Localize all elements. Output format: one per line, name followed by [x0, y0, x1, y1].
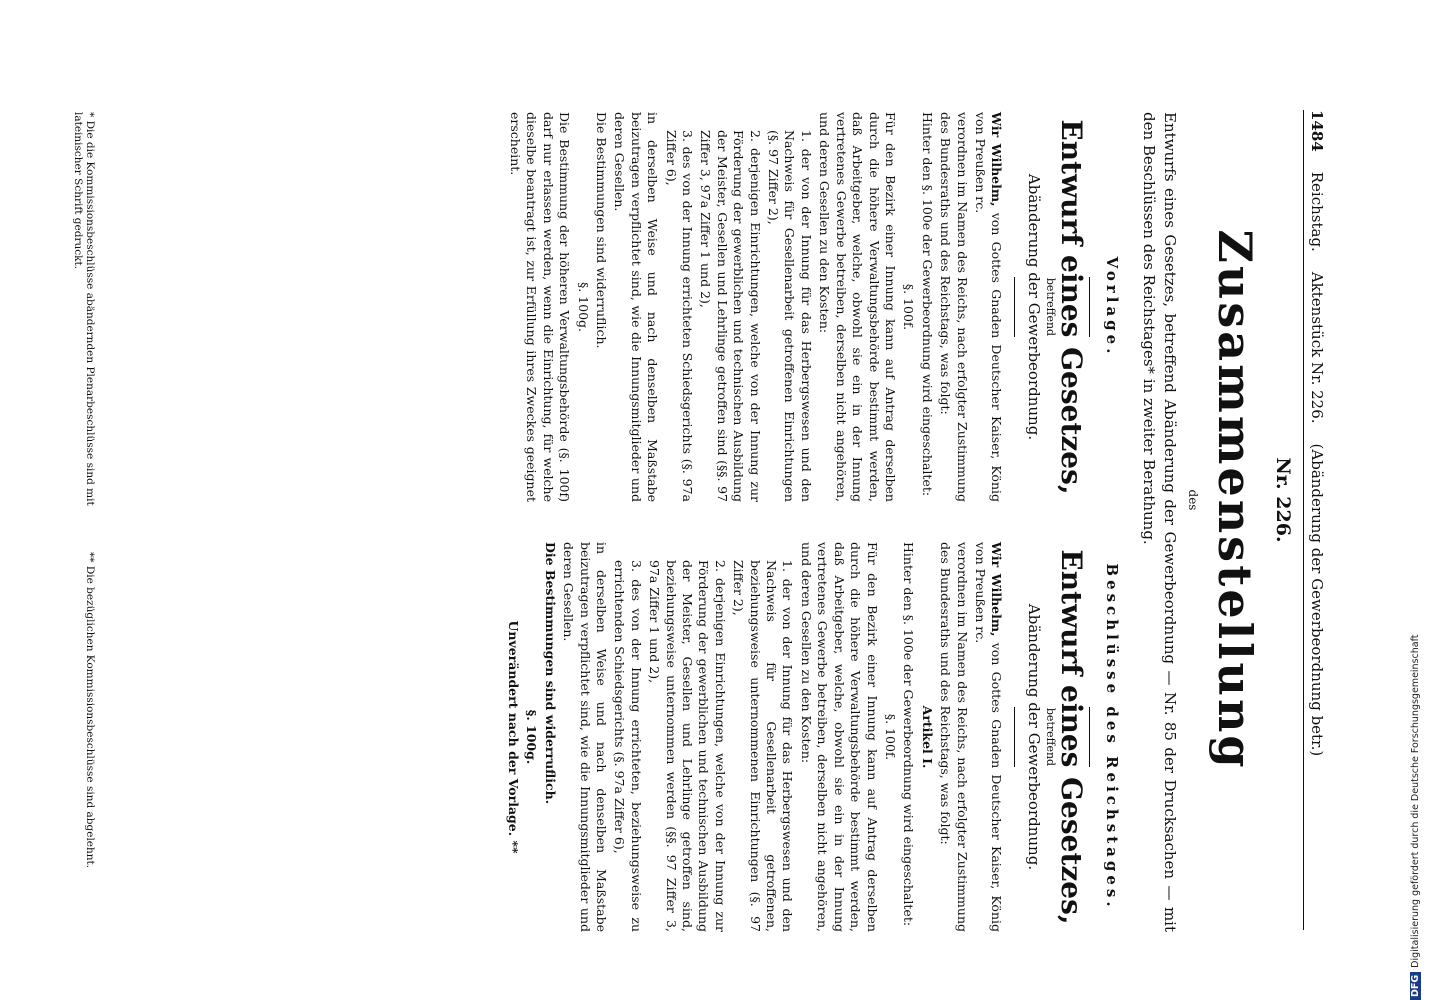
paragraph: Die Bestimmungen sind widerruflich. — [594, 112, 610, 349]
paragraph: Unverändert nach der Vorlage. ** — [506, 620, 521, 854]
des-label: des — [1186, 489, 1200, 511]
bill-subtitle: Abänderung der Gewerbeordnung. — [1024, 603, 1043, 871]
header-rule — [1303, 110, 1304, 930]
header-source: Reichstag. — [1308, 171, 1326, 252]
list-item: 1. der von der Innung für das Herbergswesen und den Nachweis für Gesellenarbeit getroffenen, beziehungsweise unternommenen Einrichtungen (§. 97 Ziffer 2), — [731, 560, 796, 932]
bill-title: Entwurf eines Gesetzes, — [1054, 119, 1088, 495]
document-number: Nr. 226. — [1272, 457, 1294, 543]
document-subtitle: Entwurfs eines Gesetzes, betreffend Abänderung der Gewerbeordnung — Nr. 85 der Drucksachen — mit den Beschlüssen des Reichstages* in zweiter Berathung. — [1140, 112, 1179, 932]
paragraph: in derselben Weise und nach denselben Maßstabe beizutragen verpflichtet sind, wie die Innungsmitglieder und deren Gesellen. — [561, 542, 610, 932]
paragraph: Hinter den §. 100e der Gewerbeordnung wird eingeschaltet: — [919, 112, 935, 497]
column-heading: Beschlüsse des Reichstages. — [1103, 563, 1121, 911]
separator — [1014, 707, 1015, 767]
paragraph: Für den Bezirk einer Innung kann auf Antrag derselben durch die höhere Verwaltungsbehörde bestimmt werden, daß Arbeitgeber, welche, obwohl sie ein in der Innung vertretenes Gewerbe betreiben, derselben nicht angehören, und deren Gesellen zu den Kosten: — [817, 112, 898, 502]
paragraph: Die Bestimmungen sind widerruflich. — [542, 542, 558, 805]
list-item: 3. des von der Innung errichteten, beziehungsweise zu errichtenden Schiedsgerichts (§. 97a Ziffer 6), — [612, 560, 644, 932]
header-topic: (Abänderung der Gewerbeordnung betr.) — [1308, 443, 1326, 757]
paragraph: Für den Bezirk einer Innung kann auf Antrag derselben durch die höhere Verwaltungsbehörde bestimmt werden, daß Arbeitgeber, welche, obwohl sie ein in der Innung vertretenes Gewerbe betreiben, derselben nicht angehören, und deren Gesellen zu den Kosten: — [798, 542, 880, 932]
bill-title: Entwurf eines Gesetzes, — [1054, 549, 1088, 925]
dfg-logo: DFG — [1410, 972, 1421, 1000]
list-item: 2. derjenigen Einrichtungen, welche von der Innung zur Förderung der gewerblichen und technischen Ausbildung der Meister, Gesellen und Lehrlinge getroffen sind (§§. 97 Ziffer 3, 97a Ziffer 1 und 2), — [698, 130, 763, 502]
intro-name: Wir Wilhelm, — [989, 112, 1005, 207]
digitization-credit — [1410, 635, 1421, 1000]
intro-text: von Gottes Gnaden Deutscher Kaiser, König von Preußen rc. — [972, 542, 1005, 932]
column-vorlage — [505, 112, 1120, 502]
page-number: 1484 — [1308, 110, 1326, 152]
footnote-right: ** Die bezüglichen Kommissionsbeschlüsse sind abgelehnt. — [84, 552, 96, 869]
list-item: 1. der von der Innung für das Herbergswesen und den Nachweis für Gesellenarbeit getroffenen Einrichtungen (§. 97 Ziffer 2), — [766, 130, 814, 502]
paragraph: verordnen im Namen des Reichs, nach erfolgter Zustimmung des Bundesraths und des Reichstags, was folgt: — [938, 542, 970, 932]
credit-text: Digitalisierung gefördert durch die Deutsche Forschungsgemeinschaft — [1410, 634, 1421, 968]
intro-name: Wir Wilhelm, — [989, 542, 1005, 637]
section-heading: §. 100f. — [882, 713, 898, 761]
paragraph: in derselben Weise und nach denselben Maßstabe beizutragen verpflichtet sind, wie die Innungsmitglieder und deren Gesellen. — [612, 112, 661, 502]
section-heading: §. 100g. — [524, 709, 540, 765]
document-title: Zusammenstellung — [1208, 229, 1262, 771]
artikel-heading: Artikel I. — [919, 705, 935, 769]
list-item: 2. derjenigen Einrichtungen, welche von der Innung zur Förderung der gewerblichen und technischen Ausbildung der Meister, Gesellen und Lehrlinge getroffen sind, beziehungsweise unternommen werden (§§. 97 Ziffer 3, 97a Ziffer 1 und 2), — [647, 560, 728, 932]
betreffend-label: betreffend — [1044, 707, 1058, 767]
section-heading: §. 100g. — [575, 281, 591, 333]
paragraph: verordnen im Namen des Reichs, nach erfolgter Zustimmung des Bundesraths und des Reichstags, was folgt: — [938, 112, 970, 502]
separator — [1089, 277, 1090, 337]
separator — [1014, 277, 1015, 337]
paragraph: Die Bestimmung der höheren Verwaltungsbehörde (§. 100f) darf nur erlassen werden, wenn die Einrichtung, für welche dieselbe beantragt ist, zur Erfüllung ihres Zweckes geeignet erscheint. — [508, 112, 573, 502]
running-header — [1308, 110, 1326, 850]
betreffend-label: betreffend — [1044, 277, 1058, 337]
column-heading: Vorlage. — [1103, 256, 1121, 358]
list-item: 3. des von der Innung errichteten Schiedsgerichts (§. 97a Ziffer 6), — [663, 130, 696, 502]
header-aktenstueck: Aktenstück Nr. 226. — [1308, 271, 1326, 424]
separator — [1089, 707, 1090, 767]
section-heading: §. 100f. — [901, 283, 917, 331]
intro-text: von Gottes Gnaden Deutscher Kaiser, König von Preußen rc. — [972, 112, 1005, 502]
footnote-left: * Die die Kommissionsbeschlüsse abändernden Plenarbeschlüsse sind mit lateinischer Schrift gedruckt. — [72, 112, 96, 506]
bill-subtitle: Abänderung der Gewerbeordnung. — [1024, 173, 1043, 441]
paragraph: Hinter den §. 100e der Gewerbeordnung wird eingeschaltet: — [901, 542, 917, 927]
column-beschluesse — [503, 542, 1120, 932]
